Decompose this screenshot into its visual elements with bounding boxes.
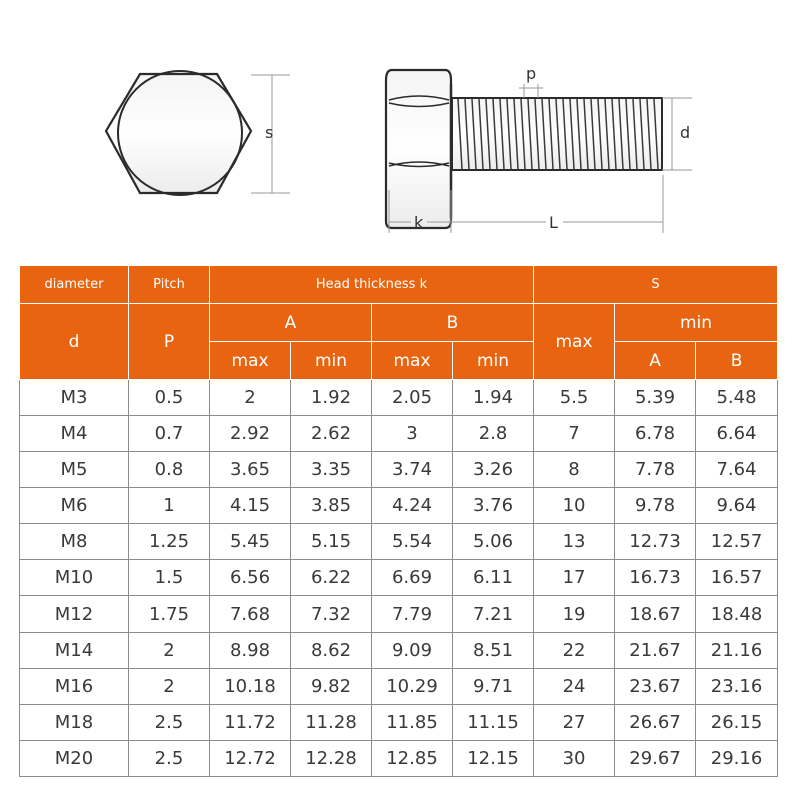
- cell-a-max: 2.92: [210, 416, 291, 452]
- cell-b-max: 12.85: [372, 740, 453, 776]
- cell-s-max: 22: [534, 632, 615, 668]
- L-label: L: [549, 213, 558, 232]
- cell-b-max: 6.69: [372, 560, 453, 596]
- cell-s-min-b: 9.64: [696, 488, 778, 524]
- header-a-max: max: [210, 342, 291, 380]
- cell-b-min: 7.21: [453, 596, 534, 632]
- cell-s-min-a: 18.67: [615, 596, 696, 632]
- cell-pitch: 1: [129, 488, 210, 524]
- cell-b-min: 9.71: [453, 668, 534, 704]
- cell-a-min: 3.35: [291, 452, 372, 488]
- cell-s-min-b: 6.64: [696, 416, 778, 452]
- header-s-min: min: [615, 304, 778, 342]
- cell-d: M10: [20, 560, 129, 596]
- k-label: k: [414, 213, 424, 232]
- header-a-min: min: [291, 342, 372, 380]
- table-row: [20, 488, 778, 524]
- header-pitch: Pitch: [129, 266, 210, 304]
- header-b-max: max: [372, 342, 453, 380]
- cell-a-min: 5.15: [291, 524, 372, 560]
- table-row: [20, 452, 778, 488]
- cell-b-max: 9.09: [372, 632, 453, 668]
- cell-s-min-b: 5.48: [696, 380, 778, 416]
- cell-s-max: 17: [534, 560, 615, 596]
- table-row: [20, 524, 778, 560]
- table-body: [20, 380, 778, 777]
- cell-b-min: 5.06: [453, 524, 534, 560]
- cell-pitch: 0.5: [129, 380, 210, 416]
- cell-pitch: 1.5: [129, 560, 210, 596]
- cell-d: M18: [20, 704, 129, 740]
- cell-s-min-a: 7.78: [615, 452, 696, 488]
- cell-a-max: 7.68: [210, 596, 291, 632]
- cell-s-min-a: 5.39: [615, 380, 696, 416]
- cell-a-max: 3.65: [210, 452, 291, 488]
- table-row: [20, 380, 778, 416]
- cell-pitch: 1.75: [129, 596, 210, 632]
- cell-b-max: 3.74: [372, 452, 453, 488]
- cell-d: M20: [20, 740, 129, 776]
- cell-s-max: 7: [534, 416, 615, 452]
- cell-d: M14: [20, 632, 129, 668]
- cell-d: M8: [20, 524, 129, 560]
- cell-s-max: 27: [534, 704, 615, 740]
- cell-a-min: 3.85: [291, 488, 372, 524]
- header-grade-b: B: [372, 304, 534, 342]
- cell-s-min-b: 16.57: [696, 560, 778, 596]
- cell-a-min: 6.22: [291, 560, 372, 596]
- cell-s-min-b: 21.16: [696, 632, 778, 668]
- cell-a-min: 2.62: [291, 416, 372, 452]
- header-diameter: diameter: [20, 266, 129, 304]
- s-label: s: [265, 123, 274, 142]
- cell-a-max: 5.45: [210, 524, 291, 560]
- header-grade-a: A: [210, 304, 372, 342]
- cell-b-min: 3.26: [453, 452, 534, 488]
- cell-pitch: 2: [129, 632, 210, 668]
- cell-s-min-b: 23.16: [696, 668, 778, 704]
- table-row: [20, 416, 778, 452]
- bolt-threaded-shank: [452, 98, 662, 170]
- table-row: [20, 704, 778, 740]
- cell-a-min: 8.62: [291, 632, 372, 668]
- cell-s-min-a: 29.67: [615, 740, 696, 776]
- cell-b-min: 8.51: [453, 632, 534, 668]
- table-row: [20, 668, 778, 704]
- header-s-max: max: [534, 304, 615, 380]
- cell-b-max: 10.29: [372, 668, 453, 704]
- cell-a-max: 4.15: [210, 488, 291, 524]
- cell-b-min: 6.11: [453, 560, 534, 596]
- cell-pitch: 2: [129, 668, 210, 704]
- cell-b-min: 11.15: [453, 704, 534, 740]
- table-row: [20, 632, 778, 668]
- cell-s-min-b: 26.15: [696, 704, 778, 740]
- cell-s-min-a: 6.78: [615, 416, 696, 452]
- cell-d: M16: [20, 668, 129, 704]
- cell-a-min: 1.92: [291, 380, 372, 416]
- cell-pitch: 0.7: [129, 416, 210, 452]
- d-label: d: [680, 123, 691, 142]
- cell-d: M4: [20, 416, 129, 452]
- table-row: [20, 560, 778, 596]
- cell-a-min: 12.28: [291, 740, 372, 776]
- p-label: p: [526, 64, 537, 83]
- cell-s-min-a: 26.67: [615, 704, 696, 740]
- cell-s-min-b: 7.64: [696, 452, 778, 488]
- cell-b-max: 2.05: [372, 380, 453, 416]
- cell-b-max: 4.24: [372, 488, 453, 524]
- cell-s-min-b: 29.16: [696, 740, 778, 776]
- cell-s-min-a: 12.73: [615, 524, 696, 560]
- cell-d: M6: [20, 488, 129, 524]
- table-row: [20, 596, 778, 632]
- cell-a-max: 11.72: [210, 704, 291, 740]
- cell-b-max: 5.54: [372, 524, 453, 560]
- cell-b-min: 3.76: [453, 488, 534, 524]
- cell-d: M3: [20, 380, 129, 416]
- header-s-min-b: B: [696, 342, 778, 380]
- cell-s-max: 5.5: [534, 380, 615, 416]
- cell-s-min-a: 21.67: [615, 632, 696, 668]
- header-b-min: min: [453, 342, 534, 380]
- cell-pitch: 2.5: [129, 704, 210, 740]
- cell-b-max: 11.85: [372, 704, 453, 740]
- cell-s-min-a: 9.78: [615, 488, 696, 524]
- header-s: S: [534, 266, 778, 304]
- cell-a-min: 9.82: [291, 668, 372, 704]
- cell-s-min-b: 18.48: [696, 596, 778, 632]
- cell-pitch: 0.8: [129, 452, 210, 488]
- cell-s-max: 8: [534, 452, 615, 488]
- cell-b-max: 7.79: [372, 596, 453, 632]
- cell-pitch: 2.5: [129, 740, 210, 776]
- header-p: P: [129, 304, 210, 380]
- cell-s-min-a: 16.73: [615, 560, 696, 596]
- cell-a-max: 2: [210, 380, 291, 416]
- cell-s-max: 30: [534, 740, 615, 776]
- cell-s-max: 24: [534, 668, 615, 704]
- bolt-spec-table: [19, 265, 778, 777]
- bolt-head-side-view: [386, 70, 451, 228]
- cell-a-max: 10.18: [210, 668, 291, 704]
- header-s-min-a: A: [615, 342, 696, 380]
- hex-head-top-view: [106, 71, 251, 195]
- cell-pitch: 1.25: [129, 524, 210, 560]
- cell-d: M12: [20, 596, 129, 632]
- bolt-dimension-diagram: [0, 0, 800, 262]
- cell-b-min: 2.8: [453, 416, 534, 452]
- pitch-marker: [519, 84, 543, 98]
- cell-s-max: 10: [534, 488, 615, 524]
- cell-s-max: 13: [534, 524, 615, 560]
- cell-b-min: 12.15: [453, 740, 534, 776]
- header-d: d: [20, 304, 129, 380]
- cell-a-max: 6.56: [210, 560, 291, 596]
- cell-a-min: 11.28: [291, 704, 372, 740]
- cell-a-max: 8.98: [210, 632, 291, 668]
- cell-d: M5: [20, 452, 129, 488]
- header-head-thickness: Head thickness k: [210, 266, 534, 304]
- table-row: [20, 740, 778, 776]
- cell-s-max: 19: [534, 596, 615, 632]
- cell-s-min-b: 12.57: [696, 524, 778, 560]
- cell-a-max: 12.72: [210, 740, 291, 776]
- cell-a-min: 7.32: [291, 596, 372, 632]
- cell-b-min: 1.94: [453, 380, 534, 416]
- cell-b-max: 3: [372, 416, 453, 452]
- cell-s-min-a: 23.67: [615, 668, 696, 704]
